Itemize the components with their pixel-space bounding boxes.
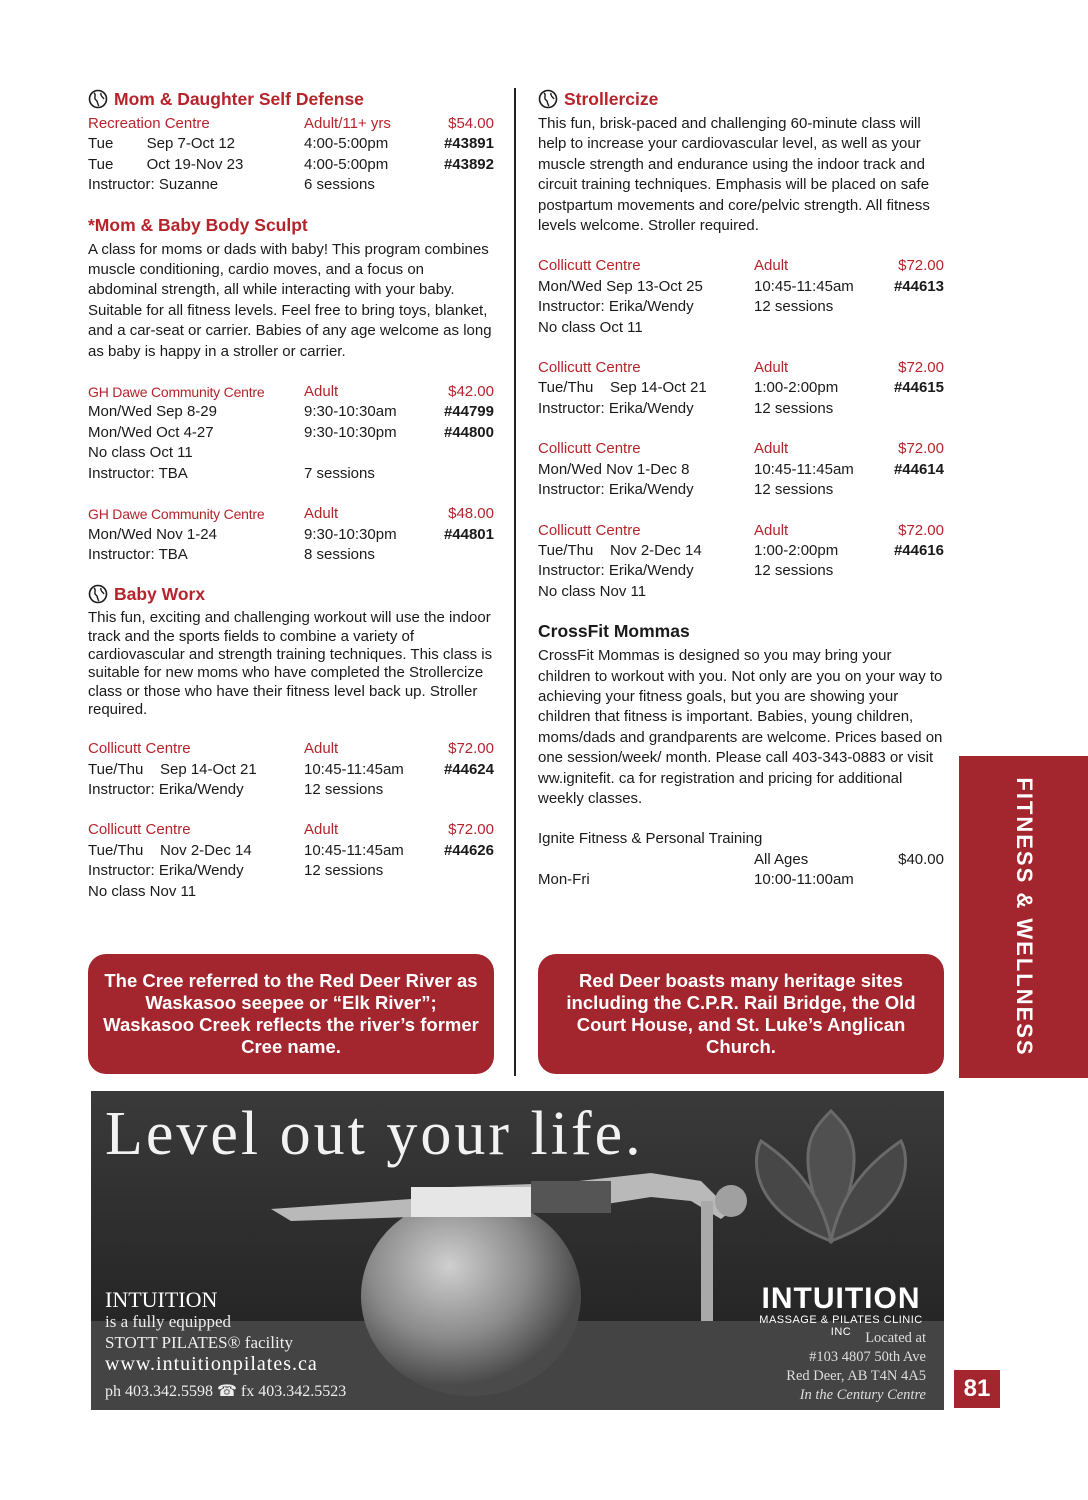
exercise-ball — [361, 1196, 581, 1396]
schedule-cell-detail: No class Oct 11 — [538, 318, 643, 336]
section-title — [88, 214, 494, 236]
schedule-cell-detail: Collicutt Centre — [538, 521, 641, 539]
schedule-cell-detail: Mon-Fri — [538, 871, 590, 889]
schedule-cell-time: 12 sessions — [304, 780, 384, 798]
schedule-cell-detail: Recreation Centre — [88, 115, 210, 132]
schedule-cell-detail: Mon/Wed Nov 1-Dec 8 — [538, 460, 690, 478]
address-line: In the Century Centre — [799, 1387, 926, 1403]
schedule-cell-detail — [538, 850, 754, 870]
schedule-cell-value: $72.00 — [898, 359, 944, 377]
schedule-cell-time: Adult — [304, 505, 339, 523]
section-strollercize — [538, 88, 944, 602]
schedule-cell-value — [866, 480, 944, 500]
schedule-cell-detail: Instructor: Erika/Wendy — [88, 780, 244, 798]
schedule-cell-value: #44616 — [893, 541, 944, 559]
right-column — [538, 88, 944, 909]
schedule-cell-detail: Instructor: Erika/Wendy — [88, 862, 244, 880]
ad-headline: Level out your life. — [105, 1100, 644, 1168]
column-divider — [514, 88, 516, 1076]
side-tab-label: FITNESS & WELLNESS — [1011, 777, 1037, 1057]
schedule-cell-detail: Instructor: TBA — [88, 464, 188, 482]
schedule-cell-value: $42.00 — [448, 383, 494, 401]
section-side-tab — [959, 756, 1088, 1078]
callout-text: Red Deer boasts many heritage sites including the C.P.R. Rail Bridge, the Old Court House, and St. Luke’s Anglican Church. — [566, 970, 916, 1057]
schedule-cell-time: 10:00-11:00am — [754, 871, 854, 889]
section-crossfit — [538, 620, 944, 890]
schedule-cell-value: #44615 — [893, 379, 944, 397]
section-mom-baby — [88, 214, 494, 566]
schedule-cell-value — [416, 464, 494, 484]
schedule-cell-detail: GH Dawe Community Centre — [88, 506, 265, 523]
schedule-cell-time: Adult — [304, 740, 339, 758]
schedule-cell-value: #44799 — [443, 403, 494, 421]
schedule-cell-value: #44624 — [443, 760, 494, 778]
schedule-cell-value: #43892 — [443, 155, 494, 173]
schedule-cell-value — [416, 861, 494, 881]
ad-website-link[interactable]: www.intuitionpilates.ca — [105, 1353, 318, 1375]
schedule-cell-time: 9:30-10:30pm — [304, 525, 397, 543]
fact-callout-right — [538, 954, 944, 1074]
schedule-cell-time: 7 sessions — [304, 464, 375, 482]
schedule-cell-value — [866, 582, 944, 602]
schedule-cell-time: 6 sessions — [304, 176, 375, 194]
provider-name: Ignite Fitness & Personal Training — [538, 830, 763, 848]
schedule-table — [88, 820, 494, 902]
section-description: This fun, brisk-paced and challenging 60-minute class will help to increase your cardiovascular level, as well as your muscle strength and endurance using the indoor track and circuit training techniques. Emphasis will be placed on safe postpartum movements and core/pelvic strength. All fitness levels welcome. Stroller required. — [538, 115, 930, 235]
globe-icon — [88, 89, 108, 109]
schedule-cell-value — [416, 780, 494, 800]
schedule-cell-time — [304, 882, 416, 902]
globe-icon — [88, 584, 108, 604]
schedule-cell-time — [754, 582, 866, 602]
schedule-cell-detail: Tue/Thu Nov 2-Dec 14 — [88, 841, 252, 859]
schedule-table — [88, 739, 494, 800]
section-title — [88, 88, 494, 110]
schedule-cell-detail: Instructor: Erika/Wendy — [538, 562, 694, 580]
address-line: Located at — [865, 1330, 926, 1346]
schedule-cell-value — [416, 882, 494, 902]
logo-subtitle: MASSAGE & PILATES CLINIC INC — [759, 1314, 923, 1338]
schedule-cell-time: Adult/11+ yrs — [304, 115, 391, 132]
section-title-text: *Mom & Baby Body Sculpt — [88, 214, 308, 235]
schedule-cell-time: 12 sessions — [754, 298, 834, 316]
schedule-cell-value: $72.00 — [898, 521, 944, 539]
schedule-cell-detail: Collicutt Centre — [538, 257, 641, 275]
schedule-cell-detail: No class Oct 11 — [88, 444, 193, 462]
schedule-cell-time: All Ages — [754, 850, 809, 868]
ad-phone: ph 403.342.5598 ☎ fx 403.342.5523 — [105, 1383, 347, 1400]
schedule-cell-detail: Tue Sep 7-Oct 12 — [88, 135, 236, 153]
section-mom-daughter — [88, 88, 494, 196]
schedule-cell-value: $54.00 — [448, 115, 494, 132]
schedule-cell-time: Adult — [754, 359, 789, 377]
advertisement — [91, 1091, 944, 1410]
schedule-cell-value: $48.00 — [448, 505, 494, 523]
schedule-cell-detail: Tue/Thu Sep 14-Oct 21 — [88, 760, 257, 778]
schedule-table — [538, 521, 944, 603]
schedule-cell-time: 10:45-11:45am — [754, 460, 854, 478]
schedule-cell-detail: No class Nov 11 — [88, 882, 197, 900]
left-column — [88, 88, 494, 920]
section-baby-worx — [88, 583, 494, 902]
schedule-cell-detail: Tue Oct 19-Nov 23 — [88, 155, 244, 173]
schedule-cell-time: 8 sessions — [304, 545, 375, 563]
section-title-text: CrossFit Mommas — [538, 621, 690, 642]
fact-callout-left — [88, 954, 494, 1074]
ad-address — [786, 1329, 926, 1405]
schedule-cell-detail: Collicutt Centre — [538, 359, 641, 377]
schedule-cell-time: 1:00-2:00pm — [754, 379, 839, 397]
schedule-table — [538, 850, 944, 891]
section-title — [538, 88, 944, 110]
schedule-table — [538, 256, 944, 338]
address-line: Red Deer, AB T4N 4A5 — [786, 1368, 926, 1384]
schedule-cell-time: 1:00-2:00pm — [754, 541, 839, 559]
schedule-cell-time: Adult — [754, 257, 789, 275]
schedule-cell-value: $72.00 — [448, 821, 494, 839]
schedule-cell-detail: GH Dawe Community Centre — [88, 384, 265, 401]
schedule-cell-detail: Instructor: Erika/Wendy — [538, 481, 694, 499]
schedule-cell-detail: Mon/Wed Sep 13-Oct 25 — [538, 277, 703, 295]
schedule-cell-value — [866, 399, 944, 419]
callout-text: The Cree referred to the Red Deer River as Waskasoo seepee or “Elk River”; Waskasoo Creek reflects the river’s former Cree name. — [103, 970, 479, 1057]
schedule-cell-time: 10:45-11:45am — [304, 841, 404, 859]
section-title-text: Strollercize — [564, 89, 659, 109]
schedule-cell-value — [416, 175, 494, 195]
schedule-cell-value — [866, 318, 944, 338]
schedule-cell-time: Adult — [754, 521, 789, 539]
schedule-cell-time: 9:30-10:30am — [304, 403, 397, 421]
schedule-cell-time: 9:30-10:30pm — [304, 423, 397, 441]
schedule-cell-detail: Tue/Thu Sep 14-Oct 21 — [538, 379, 707, 397]
schedule-cell-detail: Instructor: TBA — [88, 545, 188, 563]
schedule-cell-detail: Mon/Wed Oct 4-27 — [88, 423, 214, 441]
schedule-cell-value: #44626 — [443, 841, 494, 859]
schedule-cell-time: 12 sessions — [754, 481, 834, 499]
schedule-cell-detail: Instructor: Erika/Wendy — [538, 399, 694, 417]
ad-tagline-2: STOTT PILATES® facility — [105, 1333, 293, 1352]
ad-tagline-1: is a fully equipped — [105, 1312, 232, 1331]
schedule-table — [538, 358, 944, 419]
schedule-table — [88, 114, 494, 196]
section-title-text: Baby Worx — [114, 584, 206, 605]
schedule-cell-time: 4:00-5:00pm — [304, 135, 389, 153]
schedule-cell-value — [866, 870, 944, 890]
schedule-cell-value: #44800 — [443, 423, 494, 441]
schedule-cell-detail: Mon/Wed Nov 1-24 — [88, 525, 217, 543]
section-title — [88, 583, 494, 605]
schedule-cell-time: Adult — [304, 821, 339, 839]
schedule-cell-time — [304, 443, 416, 463]
page-number: 81 — [954, 1370, 1000, 1408]
schedule-cell-detail: Mon/Wed Sep 8-29 — [88, 403, 217, 421]
globe-icon — [538, 89, 558, 109]
schedule-cell-detail: Instructor: Erika/Wendy — [538, 298, 694, 316]
schedule-cell-time: 12 sessions — [304, 862, 384, 880]
section-title-text: Mom & Daughter Self Defense — [114, 89, 364, 109]
logo-wordmark: INTUITION — [761, 1282, 921, 1315]
schedule-cell-time: Adult — [754, 440, 789, 458]
schedule-cell-detail: Collicutt Centre — [88, 740, 191, 758]
schedule-cell-value: $72.00 — [898, 257, 944, 275]
section-description: A class for moms or dads with baby! This program combines muscle conditioning, cardio moves, and a focus on abdominal strength, all while interacting with your baby. Suitable for all fitness levels. Feel free to bring toys, blanket, and a car-seat or carrier. Babies of any age welcome as long as baby is happy in a stroller or carrier. — [88, 240, 492, 360]
schedule-cell-detail: Tue/Thu Nov 2-Dec 14 — [538, 541, 702, 559]
section-title — [538, 620, 944, 642]
section-description: This fun, exciting and challenging workout will use the indoor track and the sports fields to combine a variety of cardiovascular and strength training techniques. This class is suitable for new moms who have completed the Strollercize class or those who have their fitness level back up. Stroller required. — [88, 609, 493, 718]
schedule-cell-value: $40.00 — [898, 850, 944, 868]
schedule-cell-value — [866, 297, 944, 317]
schedule-cell-value: #44614 — [893, 460, 944, 478]
schedule-cell-detail: Collicutt Centre — [538, 440, 641, 458]
schedule-cell-time: Adult — [304, 383, 339, 401]
schedule-cell-value: $72.00 — [448, 740, 494, 758]
schedule-table — [538, 439, 944, 500]
schedule-cell-detail: Collicutt Centre — [88, 821, 191, 839]
schedule-cell-value: #44801 — [443, 525, 494, 543]
schedule-cell-value: #43891 — [443, 135, 494, 153]
schedule-cell-value — [416, 545, 494, 565]
schedule-cell-value — [416, 443, 494, 463]
section-description: CrossFit Mommas is designed so you may bring your children to workout with you. Not only are you on your way to achieving your fitness goals, but you are showing your children that fitness is important. Babies, young children, moms/dads and grandparents are welcome. Prices based on one session/week/ month. Please call 403-343-0883 or visit ww.ignitefit. ca for registration and pricing for additional weekly classes. — [538, 647, 943, 807]
schedule-cell-detail: Instructor: Suzanne — [88, 176, 219, 194]
schedule-cell-time: 12 sessions — [754, 562, 834, 580]
schedule-table — [88, 504, 494, 565]
address-line: #103 4807 50th Ave — [809, 1349, 926, 1365]
schedule-cell-time: 12 sessions — [754, 399, 834, 417]
schedule-cell-time — [754, 318, 866, 338]
schedule-table — [88, 382, 494, 484]
schedule-cell-value: $72.00 — [898, 440, 944, 458]
schedule-cell-time: 10:45-11:45am — [304, 760, 404, 778]
schedule-cell-time: 4:00-5:00pm — [304, 155, 389, 173]
schedule-cell-detail: No class Nov 11 — [538, 582, 647, 600]
ad-brand: INTUITION — [105, 1287, 218, 1312]
schedule-cell-value: #44613 — [893, 277, 944, 295]
schedule-cell-time: 10:45-11:45am — [754, 277, 854, 295]
schedule-cell-value — [866, 561, 944, 581]
